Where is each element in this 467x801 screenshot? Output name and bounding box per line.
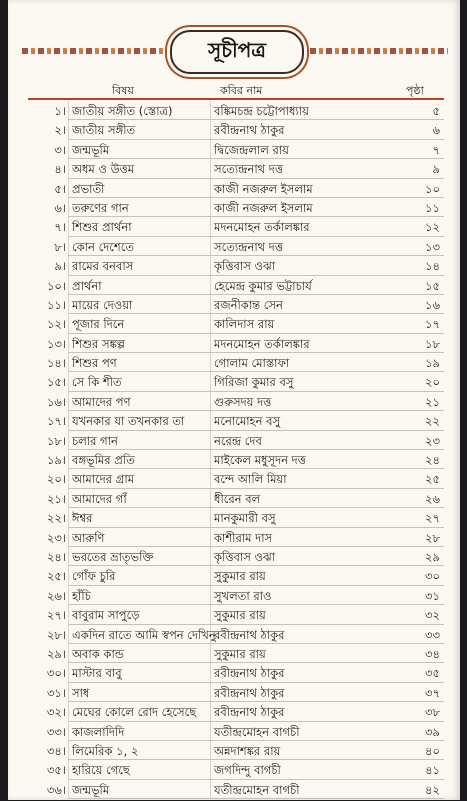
page-number: ১০ bbox=[425, 181, 440, 196]
row-number: ১৫। bbox=[46, 375, 66, 390]
page-number: ৩৪ bbox=[425, 646, 440, 661]
table-row bbox=[8, 741, 460, 760]
column-divider bbox=[68, 179, 69, 198]
poem-title: বঙ্গভূমির প্রতি bbox=[72, 453, 135, 468]
column-divider bbox=[68, 605, 69, 624]
page-number: ২২ bbox=[425, 414, 440, 429]
column-divider bbox=[68, 450, 69, 469]
table-row bbox=[8, 237, 460, 256]
poet-name: সুকুমার রায় bbox=[214, 608, 266, 623]
table-row bbox=[8, 469, 460, 488]
page-number: ২৪ bbox=[425, 453, 440, 468]
column-divider bbox=[210, 489, 211, 508]
column-divider bbox=[210, 644, 211, 663]
poem-title: শিশুর প্রার্থনা bbox=[72, 220, 132, 235]
table-row bbox=[8, 605, 460, 624]
page-number: ৪১ bbox=[425, 763, 440, 778]
poem-title: প্রভাতী bbox=[72, 181, 105, 196]
row-number: ২৬। bbox=[46, 588, 66, 603]
column-divider bbox=[210, 140, 211, 159]
page-number: ১৩ bbox=[425, 239, 440, 254]
poet-name: রবীন্দ্রনাথ ঠাকুর bbox=[214, 705, 285, 720]
table-row bbox=[8, 353, 460, 372]
column-divider bbox=[210, 586, 211, 605]
poem-title: আমাদের গাঁ bbox=[72, 491, 127, 506]
poem-title: জাতীয় সঙ্গীত bbox=[72, 123, 136, 138]
header-subject: বিষয় bbox=[112, 84, 134, 97]
title-frame bbox=[170, 30, 304, 74]
column-divider bbox=[210, 295, 211, 314]
column-divider bbox=[68, 120, 69, 139]
row-number: ২১। bbox=[46, 491, 66, 506]
poem-title: সাধ bbox=[72, 685, 90, 700]
column-divider bbox=[68, 237, 69, 256]
column-divider bbox=[68, 741, 69, 760]
column-divider bbox=[68, 683, 69, 702]
page-number: ২৮ bbox=[425, 530, 440, 545]
table-row bbox=[8, 120, 460, 139]
poet-name: মানকুমারী বসু bbox=[214, 511, 276, 526]
page-number: ৩২ bbox=[425, 608, 440, 623]
poem-title: জাতীয় সঙ্গীত (স্তোত্র) bbox=[72, 104, 173, 118]
column-divider bbox=[68, 469, 69, 488]
column-divider bbox=[210, 314, 211, 333]
column-divider bbox=[68, 508, 69, 527]
column-divider bbox=[210, 450, 211, 469]
poet-name: গিরিজা কুমার বসু bbox=[214, 375, 294, 390]
row-number: ১২। bbox=[46, 317, 66, 332]
poet-name: কাশীরাম দাস bbox=[214, 530, 273, 545]
poet-name: রবীন্দ্রনাথ ঠাকুর bbox=[214, 627, 285, 642]
table-row bbox=[8, 392, 460, 411]
page-number: ১৮ bbox=[425, 336, 440, 351]
poet-name: নরেন্দ্র দেব bbox=[214, 433, 262, 448]
poem-title: জন্মভূমি bbox=[72, 782, 110, 797]
row-divider bbox=[68, 798, 444, 799]
column-divider bbox=[210, 741, 211, 760]
table-row bbox=[8, 644, 460, 663]
column-divider bbox=[68, 372, 69, 391]
table-row bbox=[8, 276, 460, 295]
poet-name: রবীন্দ্রনাথ ঠাকুর bbox=[214, 123, 285, 138]
table-row bbox=[8, 101, 460, 120]
poet-name: বন্দে আলি মিয়া bbox=[214, 472, 287, 487]
column-divider bbox=[68, 314, 69, 333]
column-divider bbox=[68, 392, 69, 411]
page-number: ৯ bbox=[432, 162, 440, 177]
poem-title: মেঘের কোলে রোদ হেসেছে bbox=[72, 705, 197, 720]
table-header bbox=[8, 82, 460, 98]
row-number: ২৫। bbox=[46, 569, 66, 584]
poet-name: সত্যেন্দ্রনাথ দত্ত bbox=[214, 239, 284, 254]
table-row bbox=[8, 431, 460, 450]
poem-title: হারিয়ে গেছে bbox=[72, 763, 130, 778]
row-number: ১৩। bbox=[46, 336, 66, 351]
poem-title: অবাক কান্ড bbox=[72, 646, 124, 661]
header-page: পৃষ্ঠা bbox=[406, 84, 424, 97]
page-number: ১৫ bbox=[425, 278, 440, 293]
table-row bbox=[8, 295, 460, 314]
poem-title: ঈশ্বর bbox=[72, 511, 93, 526]
column-divider bbox=[68, 760, 69, 779]
column-divider bbox=[210, 101, 211, 120]
table-row bbox=[8, 547, 460, 566]
poet-name: বঙ্কিমচন্দ্র চট্টোপাধ্যায় bbox=[214, 104, 309, 118]
table-row bbox=[8, 702, 460, 721]
column-divider bbox=[210, 372, 211, 391]
page-number: ২০ bbox=[425, 375, 440, 390]
page-number: ১২ bbox=[425, 220, 440, 235]
poet-name: রবীন্দ্রনাথ ঠাকুর bbox=[214, 666, 285, 681]
poem-title: মাস্টার বাবু bbox=[72, 666, 122, 681]
page-number: ২৭ bbox=[425, 511, 440, 526]
table-row bbox=[8, 217, 460, 236]
page-number: ৩৫ bbox=[425, 666, 440, 681]
poet-name: রবীন্দ্রনাথ ঠাকুর bbox=[214, 685, 285, 700]
table-row bbox=[8, 140, 460, 159]
poet-name: অন্নদাশঙ্কর রায় bbox=[214, 743, 281, 758]
poem-title: গোঁফ চুরি bbox=[72, 569, 116, 584]
column-divider bbox=[68, 644, 69, 663]
table-row bbox=[8, 586, 460, 605]
row-number: ২৮। bbox=[46, 627, 66, 642]
poet-name: গোলাম মোস্তাফা bbox=[214, 356, 290, 371]
page-number: ১৭ bbox=[425, 317, 440, 332]
table-row bbox=[8, 508, 460, 527]
row-number: ১৯। bbox=[46, 453, 66, 468]
table-row bbox=[8, 663, 460, 682]
table-row bbox=[8, 314, 460, 333]
column-divider bbox=[68, 198, 69, 217]
poet-name: হেমেন্দ্র কুমার ভট্টাচার্য bbox=[214, 278, 312, 293]
column-divider bbox=[68, 663, 69, 682]
page-number: ১৬ bbox=[425, 297, 440, 312]
table-row bbox=[8, 198, 460, 217]
poet-name: জগদিন্দু বাগচী bbox=[214, 763, 281, 778]
poem-title: ভরতের ভ্রাতৃভক্তি bbox=[72, 549, 154, 564]
poet-name: কৃত্তিবাস ওঝা bbox=[214, 549, 276, 564]
page-number: ৩০ bbox=[425, 569, 440, 584]
table-row bbox=[8, 722, 460, 741]
page-number: ২৫ bbox=[425, 472, 440, 487]
page-number: ১৯ bbox=[425, 356, 440, 371]
page-number: ২৬ bbox=[425, 491, 440, 506]
column-divider bbox=[68, 431, 69, 450]
row-number: ১৬। bbox=[46, 394, 66, 409]
poem-title: বাবুরাম সাপুড়ে bbox=[72, 608, 140, 623]
poet-name: মদনমোহন তর্কালঙ্কার bbox=[214, 220, 310, 235]
column-divider bbox=[210, 605, 211, 624]
header-poet: কবির নাম bbox=[220, 84, 263, 97]
column-divider bbox=[210, 431, 211, 450]
column-divider bbox=[68, 489, 69, 508]
poet-name: কালিদাস রায় bbox=[214, 317, 275, 332]
row-number: ২৯। bbox=[46, 646, 66, 661]
column-divider bbox=[210, 334, 211, 353]
row-number: ১৪। bbox=[46, 356, 66, 371]
row-number: ৩০। bbox=[46, 666, 66, 681]
row-number: ৩১। bbox=[46, 685, 66, 700]
column-divider bbox=[68, 547, 69, 566]
table-row bbox=[8, 683, 460, 702]
row-number: ৬। bbox=[54, 200, 66, 215]
poem-title: অধম ও উত্তম bbox=[72, 162, 135, 177]
column-divider bbox=[68, 722, 69, 741]
page-number: ২৯ bbox=[425, 549, 440, 564]
poet-name: সুকুমার রায় bbox=[214, 569, 266, 584]
row-number: ৭। bbox=[54, 220, 66, 235]
row-number: ২২। bbox=[46, 511, 66, 526]
poem-title: জন্মভূমি bbox=[72, 142, 110, 157]
row-number: ২০। bbox=[46, 472, 66, 487]
column-divider bbox=[68, 217, 69, 236]
page-number: ৩১ bbox=[425, 588, 440, 603]
poet-name: দ্বিজেন্দ্রলাল রায় bbox=[214, 142, 289, 157]
row-number: ১। bbox=[54, 104, 66, 118]
column-divider bbox=[68, 140, 69, 159]
column-divider bbox=[68, 256, 69, 275]
page-title: সূচীপত্র bbox=[208, 37, 266, 62]
column-divider bbox=[210, 528, 211, 547]
page-number: ৪২ bbox=[425, 782, 440, 797]
page-number: ২১ bbox=[425, 394, 440, 409]
poet-name: রজনীকান্ত সেন bbox=[214, 297, 283, 312]
table-row bbox=[8, 489, 460, 508]
page-number: ৩৯ bbox=[425, 724, 440, 739]
row-number: ৩৫। bbox=[46, 763, 66, 778]
row-number: ৩। bbox=[54, 142, 66, 157]
column-divider bbox=[68, 566, 69, 585]
column-divider bbox=[210, 683, 211, 702]
row-number: ৩৬। bbox=[46, 782, 66, 797]
page-number: ৭ bbox=[432, 142, 440, 157]
row-number: ১১। bbox=[46, 297, 66, 312]
page-number: ২৩ bbox=[425, 433, 440, 448]
poet-name: মনোমোহন বসু bbox=[214, 414, 281, 429]
row-number: ১৮। bbox=[46, 433, 66, 448]
table-row bbox=[8, 411, 460, 430]
page-number: ১১ bbox=[425, 200, 440, 215]
row-number: ৯। bbox=[54, 259, 66, 274]
poet-name: কাজী নজরুল ইসলাম bbox=[214, 200, 313, 215]
column-divider bbox=[210, 508, 211, 527]
row-number: ৮। bbox=[54, 239, 66, 254]
poem-title: শিশুর পণ bbox=[72, 356, 117, 371]
column-divider bbox=[68, 586, 69, 605]
poem-title: মায়ের দেওয়া bbox=[72, 297, 133, 312]
page-number: ১৪ bbox=[425, 259, 440, 274]
contents-table bbox=[8, 101, 460, 799]
poem-title: আরুণি bbox=[72, 530, 105, 545]
column-divider bbox=[68, 780, 69, 799]
column-divider bbox=[210, 237, 211, 256]
poet-name: সুকুমার রায় bbox=[214, 646, 266, 661]
page-number: ৫ bbox=[432, 104, 440, 118]
table-row bbox=[8, 159, 460, 178]
table-row bbox=[8, 450, 460, 469]
row-number: ২৩। bbox=[46, 530, 66, 545]
poem-title: কাজলাদিদি bbox=[72, 724, 125, 739]
poet-name: যতীন্দ্রমোহন বাগচী bbox=[214, 724, 300, 739]
column-divider bbox=[210, 547, 211, 566]
column-divider bbox=[210, 411, 211, 430]
row-number: ৩৪। bbox=[46, 743, 66, 758]
row-number: ১০। bbox=[46, 278, 66, 293]
poem-title: রামের বনবাস bbox=[72, 259, 134, 274]
table-row bbox=[8, 256, 460, 275]
poem-title: আমাদের পণ bbox=[72, 394, 131, 409]
poem-title: প্রার্থনা bbox=[72, 278, 102, 293]
book-page bbox=[8, 0, 460, 800]
column-divider bbox=[68, 625, 69, 644]
poet-name: যতীন্দ্রমোহন বাগচী bbox=[214, 782, 300, 797]
poem-title: চলার গান bbox=[72, 433, 118, 448]
page-number: ৩৮ bbox=[425, 705, 440, 720]
column-divider bbox=[68, 276, 69, 295]
page-number: ৩৭ bbox=[425, 685, 440, 700]
column-divider bbox=[68, 101, 69, 120]
column-divider bbox=[210, 198, 211, 217]
page-number: ৪০ bbox=[425, 743, 440, 758]
column-divider bbox=[68, 334, 69, 353]
poet-name: কাজী নজরুল ইসলাম bbox=[214, 181, 313, 196]
poem-title: হাঁচি bbox=[72, 588, 91, 603]
column-divider bbox=[210, 760, 211, 779]
poem-title: লিমেরিক ১, ২ bbox=[72, 743, 139, 758]
column-divider bbox=[68, 411, 69, 430]
poet-name: মদনমোহন তর্কালঙ্কার bbox=[214, 336, 310, 351]
poem-title: তরুণের গান bbox=[72, 200, 129, 215]
poet-name: সত্যেন্দ্রনাথ দত্ত bbox=[214, 162, 284, 177]
title-banner bbox=[22, 30, 448, 70]
row-number: ২। bbox=[54, 123, 66, 138]
poem-title: একদিন রাতে আমি স্বপন দেখিনু bbox=[72, 627, 216, 642]
poem-title: শিশুর সঙ্কল্প bbox=[72, 336, 125, 351]
column-divider bbox=[210, 722, 211, 741]
column-divider bbox=[210, 179, 211, 198]
column-divider bbox=[68, 159, 69, 178]
poet-name: ধীরেন বল bbox=[214, 491, 261, 506]
page-number: ৬ bbox=[432, 123, 440, 138]
table-row bbox=[8, 528, 460, 547]
column-divider bbox=[210, 702, 211, 721]
table-row bbox=[8, 334, 460, 353]
row-number: ১৭। bbox=[46, 414, 66, 429]
column-divider bbox=[210, 256, 211, 275]
column-divider bbox=[68, 295, 69, 314]
poem-title: যখনকার যা তখনকার তা bbox=[72, 414, 185, 429]
poet-name: গুরুসদয় দত্ত bbox=[214, 394, 272, 409]
table-row bbox=[8, 760, 460, 779]
column-divider bbox=[210, 392, 211, 411]
column-divider bbox=[210, 276, 211, 295]
column-divider bbox=[68, 528, 69, 547]
poem-title: সে কি শীত bbox=[72, 375, 122, 390]
table-row bbox=[8, 372, 460, 391]
column-divider bbox=[210, 159, 211, 178]
column-divider bbox=[68, 702, 69, 721]
poem-title: পূজার দিনে bbox=[72, 317, 125, 332]
poet-name: কৃত্তিবাস ওঝা bbox=[214, 259, 276, 274]
table-row bbox=[8, 566, 460, 585]
row-number: ৩৩। bbox=[46, 724, 66, 739]
column-divider bbox=[68, 353, 69, 372]
column-divider bbox=[210, 780, 211, 799]
column-divider bbox=[210, 353, 211, 372]
column-divider bbox=[210, 217, 211, 236]
column-divider bbox=[210, 566, 211, 585]
column-divider bbox=[210, 663, 211, 682]
poet-name: মাইকেল মধুসূদন দত্ত bbox=[214, 453, 306, 468]
table-row bbox=[8, 780, 460, 799]
row-number: ৫। bbox=[54, 181, 66, 196]
table-row bbox=[8, 625, 460, 644]
poet-name: সুখলতা রাও bbox=[214, 588, 272, 603]
row-number: ২৭। bbox=[46, 608, 66, 623]
poem-title: আমাদের গ্রাম bbox=[72, 472, 135, 487]
header-divider bbox=[28, 98, 444, 100]
row-number: ২৪। bbox=[46, 549, 66, 564]
column-divider bbox=[210, 469, 211, 488]
table-row bbox=[8, 179, 460, 198]
row-number: ৩২। bbox=[46, 705, 66, 720]
row-number: ৪। bbox=[54, 162, 66, 177]
page-number: ৩৩ bbox=[425, 627, 440, 642]
poem-title: কোন দেশেতে bbox=[72, 239, 134, 254]
column-divider bbox=[210, 120, 211, 139]
